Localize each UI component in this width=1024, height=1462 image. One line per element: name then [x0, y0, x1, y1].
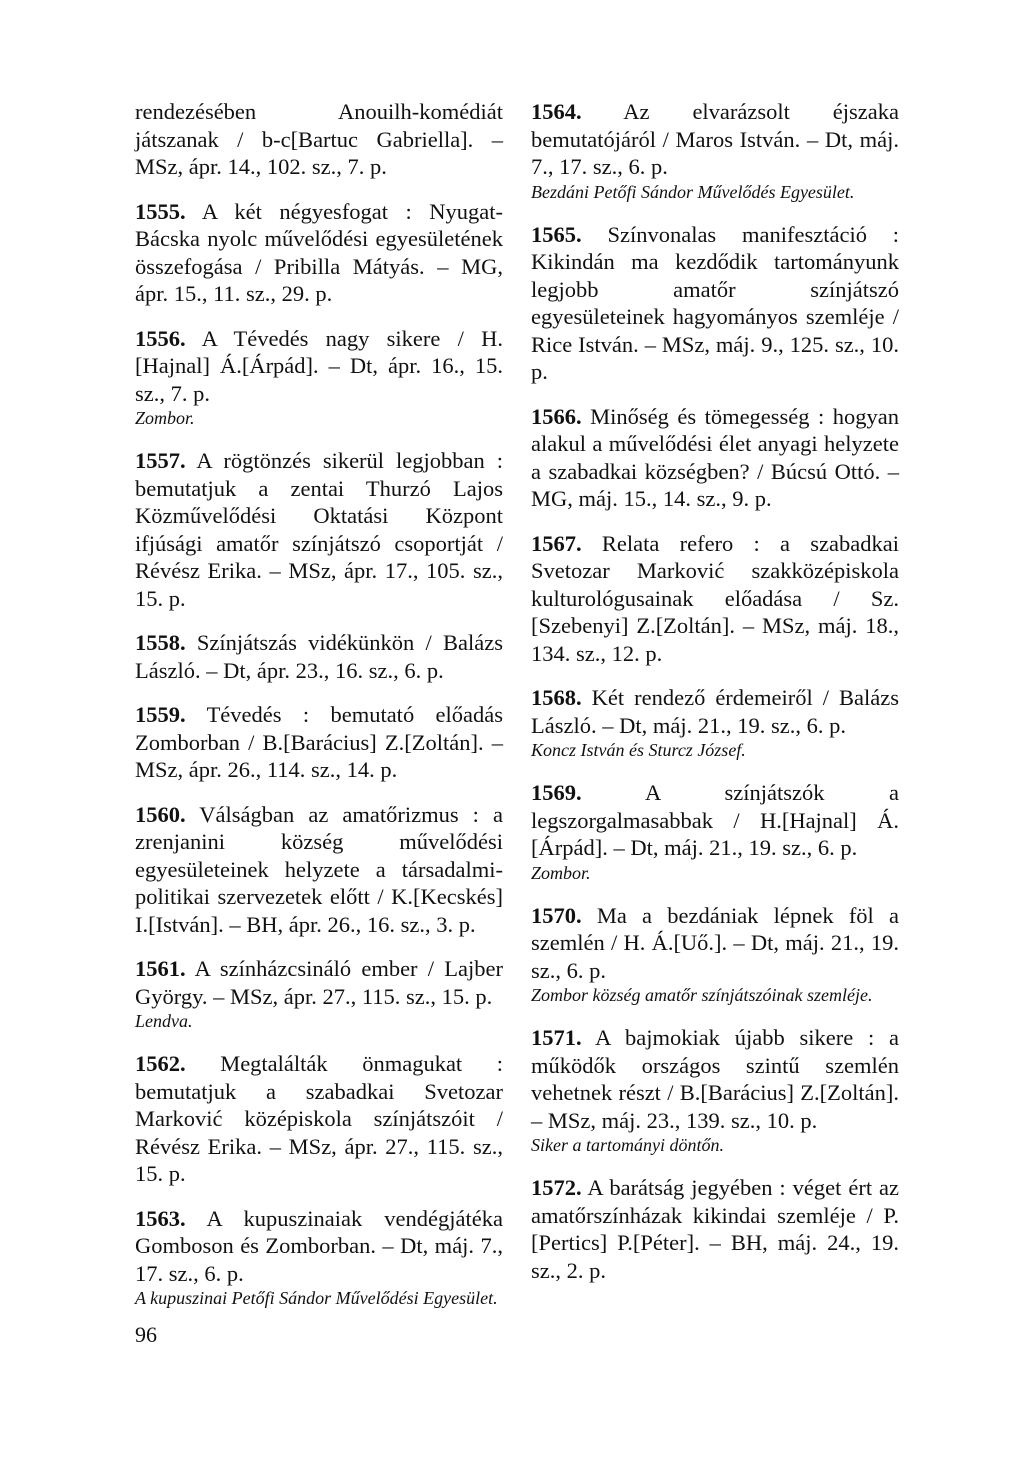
bibliography-entry	[135, 1205, 503, 1311]
entry-number: 1562.	[135, 1051, 186, 1076]
entry-text: Válságban az amatőrizmus : a zrenjanini község művelődési egyesületeinek helyzete a társadalmi-politikai szervezetek előtt / K.[Kecskés] I.[István]. – BH, ápr. 26., 16. sz., 3. p.	[135, 801, 503, 937]
entry-text: A kupuszinaiak vendégjátéka Gomboson és Zomborban. – Dt, máj. 7., 17. sz., 6. p.	[135, 1205, 503, 1286]
entry-number: 1557.	[135, 448, 186, 473]
bibliography-entry	[135, 801, 503, 939]
entry-text: A két négyesfogat : Nyugat-Bácska nyolc művelődési egyesületének összefogása / Pribilla Mátyás. – MG, ápr. 15., 11. sz., 29. p.	[135, 198, 503, 306]
entry-number: 1564.	[531, 99, 582, 124]
bibliography-entry	[135, 629, 503, 684]
entry-note: Zombor.	[135, 408, 195, 428]
entry-text: Relata refero : a szabadkai Svetozar Marković szakközépiskola kulturológusainak előadása / Sz.[Szebenyi] Z.[Zoltán]. – MSz, máj. 18., 134. sz., 12. p.	[531, 530, 899, 666]
entry-number: 1571.	[531, 1025, 582, 1050]
entry-number: 1572.	[531, 1175, 582, 1200]
bibliography-entry	[531, 902, 899, 1008]
entry-text: Az elvarázsolt éjszaka bemutatójáról / Maros István. – Dt, máj. 7., 17. sz., 6. p.	[531, 99, 899, 179]
entry-number: 1556.	[135, 325, 186, 351]
bibliography-entry	[531, 1174, 899, 1284]
entry-number: 1555.	[135, 198, 186, 224]
entry-number: 1558.	[135, 630, 186, 655]
bibliography-entry	[531, 779, 899, 885]
entry-note: Zombor község amatőr színjátszóinak szemléje.	[531, 985, 873, 1005]
right-column	[531, 98, 899, 1301]
entry-note: Siker a tartományi döntőn.	[531, 1135, 724, 1155]
entry-number: 1570.	[531, 902, 582, 928]
bibliography-entry	[135, 1050, 503, 1188]
entry-text: Minőség és tömegesség : hogyan alakul a művelődési élet anyagi helyzete a szabadkai községben? / Búcsú Ottó. – MG, máj. 15., 14. sz., 9. p.	[531, 403, 899, 511]
bibliography-entry	[135, 198, 503, 308]
entry-text: A bajmokiak újabb sikere : a működők országos szintű szemlén vehetnek részt / B.[Barácius] Z.[Zoltán]. – MSz, máj. 23., 139. sz., 10. p.	[531, 1025, 899, 1133]
entry-note: Koncz István és Sturcz József.	[531, 740, 746, 760]
entry-number: 1561.	[135, 956, 186, 981]
entry-text: Megtalálták önmagukat : bemutatjuk a szabadkai Svetozar Marković középiskola színjátszóit / Révész Erika. – MSz, ápr. 27., 115. sz., 15. p.	[135, 1051, 503, 1186]
entry-note: Lendva.	[135, 1011, 193, 1031]
entry-note: Zombor.	[531, 862, 591, 883]
entry-text: Színvonalas manifesztáció : Kikindán ma kezdődik tartományunk legjobb amatőr színjátszó egyesületeinek hagyományos szemléje / Rice István. – MSz, máj. 9., 125. sz., 10. p.	[531, 221, 900, 384]
bibliography-entry	[135, 955, 503, 1033]
bibliography-entry	[135, 325, 503, 431]
entry-text: Tévedés : bemutató előadás Zomborban / B.[Barácius] Z.[Zoltán]. – MSz, ápr. 26., 114. sz., 14. p.	[135, 702, 503, 782]
entry-text: Színjátszás vidékünkön / Balázs László. – Dt, ápr. 23., 16. sz., 6. p.	[135, 630, 503, 683]
entry-number: 1566.	[531, 403, 582, 429]
entry-note: Bezdáni Petőfi Sándor Művelődés Egyesület.	[531, 181, 855, 202]
entry-number: 1560.	[135, 801, 186, 827]
bibliography-entry	[135, 447, 503, 612]
bibliography-entry	[531, 1024, 899, 1157]
entry-text: A Tévedés nagy sikere / H.[Hajnal] Á.[Árpád]. – Dt, ápr. 16., 15. sz., 7. p.	[135, 325, 503, 406]
entry-number: 1559.	[135, 702, 186, 727]
entry-text: rendezésében Anouilh-komédiát játszanak / b-c[Bartuc Gabriella]. – MSz, ápr. 14., 102. sz., 7. p.	[135, 99, 503, 179]
entry-number: 1565.	[531, 221, 582, 247]
entry-text: A színházcsináló ember / Lajber György. – MSz, ápr. 27., 115. sz., 15. p.	[135, 956, 504, 1009]
bibliography-entry	[531, 403, 899, 513]
bibliography-entry	[531, 98, 899, 204]
bibliography-entry	[135, 98, 503, 181]
bibliography-entry	[135, 701, 503, 784]
bibliography-entry	[531, 684, 899, 762]
entry-text: Ma a bezdániak lépnek föl a szemlén / H. Á.[Uő.]. – Dt, máj. 21., 19. sz., 6. p.	[531, 902, 900, 983]
entry-text: A rögtönzés sikerül legjobban : bemutatjuk a zentai Thurzó Lajos Közművelődési Oktatási Központ ifjúsági amatőr színjátszó csoportját / Révész Erika. – MSz, ápr. 17., 105. sz., 15. p.	[135, 448, 503, 611]
entry-text: A színjátszók a legszorgalmasabbak / H.[Hajnal] Á.[Árpád]. – Dt, máj. 21., 19. sz., 6. p.	[531, 780, 899, 860]
bibliography-entry	[531, 221, 899, 386]
entry-number: 1569.	[531, 780, 582, 805]
left-column	[135, 98, 503, 1327]
page-number: 96	[135, 1322, 157, 1347]
entry-number: 1567.	[531, 530, 582, 556]
entry-text: A barátság jegyében : véget ért az amatőrszínházak kikindai szemléje / P.[Pertics] P.[Péter]. – BH, máj. 24., 19. sz., 2. p.	[531, 1175, 900, 1283]
entry-note: A kupuszinai Petőfi Sándor Művelődési Egyesület.	[135, 1288, 498, 1308]
entry-number: 1563.	[135, 1205, 186, 1231]
entry-text: Két rendező érdemeiről / Balázs László. – Dt, máj. 21., 19. sz., 6. p.	[531, 685, 899, 738]
bibliography-entry	[531, 530, 899, 668]
entry-number: 1568.	[531, 685, 582, 710]
